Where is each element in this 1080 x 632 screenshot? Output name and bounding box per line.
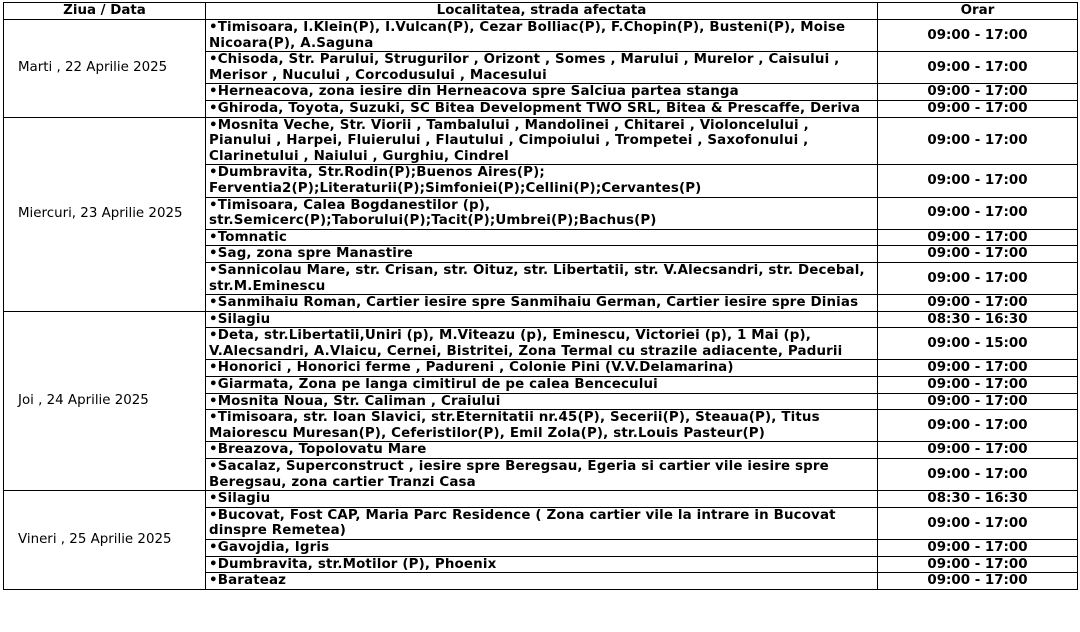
header-location: Localitatea, strada afectata	[206, 3, 878, 20]
time-cell: 08:30 - 16:30	[878, 311, 1078, 328]
day-cell: Marti , 22 Aprilie 2025	[4, 20, 206, 118]
location-cell: •Silagiu	[206, 491, 878, 508]
location-cell: •Deta, str.Libertatii,Uniri (p), M.Viteazu (p), Eminescu, Victoriei (p), 1 Mai (p), V.Alecsandri, A.Vlaicu, Cernei, Bistritei, Zona Termal cu strazile adiacente, Padurii	[206, 328, 878, 360]
location-cell: •Tomnatic	[206, 229, 878, 246]
location-cell: •Dumbravita, Str.Rodin(P);Buenos Aires(P); Ferventia2(P);Literaturii(P);Simfoniei(P);Cellini(P);Cervantes(P)	[206, 165, 878, 197]
location-cell: •Silagiu	[206, 311, 878, 328]
time-cell: 09:00 - 17:00	[878, 52, 1078, 84]
header-day: Ziua / Data	[4, 3, 206, 20]
day-cell: Joi , 24 Aprilie 2025	[4, 311, 206, 491]
table-row	[4, 20, 1078, 52]
location-cell: •Gavojdia, Igris	[206, 540, 878, 557]
time-cell: 09:00 - 17:00	[878, 459, 1078, 491]
table-header-row	[4, 3, 1078, 20]
location-cell: •Timisoara, str. Ioan Slavici, str.Eternitatii nr.45(P), Secerii(P), Steaua(P), Titus Maiorescu Muresan(P), Ceferistilor(P), Emil Zola(P), str.Louis Pasteur(P)	[206, 410, 878, 442]
time-cell: 09:00 - 17:00	[878, 410, 1078, 442]
time-cell: 09:00 - 17:00	[878, 100, 1078, 117]
time-cell: 09:00 - 17:00	[878, 556, 1078, 573]
time-cell: 09:00 - 17:00	[878, 84, 1078, 101]
time-cell: 08:30 - 16:30	[878, 491, 1078, 508]
time-cell: 09:00 - 17:00	[878, 117, 1078, 165]
location-cell: •Sag, zona spre Manastire	[206, 246, 878, 263]
time-cell: 09:00 - 17:00	[878, 246, 1078, 263]
location-cell: •Sacalaz, Superconstruct , iesire spre Beregsau, Egeria si cartier vile iesire spre Beregsau, zona cartier Tranzi Casa	[206, 459, 878, 491]
time-cell: 09:00 - 15:00	[878, 328, 1078, 360]
location-cell: •Mosnita Noua, Str. Caliman , Craiului	[206, 393, 878, 410]
location-cell: •Herneacova, zona iesire din Herneacova spre Salciua partea stanga	[206, 84, 878, 101]
location-cell: •Bucovat, Fost CAP, Maria Parc Residence ( Zona cartier vile la intrare in Bucovat dinspre Remetea)	[206, 507, 878, 539]
time-cell: 09:00 - 17:00	[878, 377, 1078, 394]
time-cell: 09:00 - 17:00	[878, 295, 1078, 312]
time-cell: 09:00 - 17:00	[878, 442, 1078, 459]
time-cell: 09:00 - 17:00	[878, 262, 1078, 294]
time-cell: 09:00 - 17:00	[878, 393, 1078, 410]
location-cell: •Timisoara, Calea Bogdanestilor (p), str.Semicerc(P);Taborului(P);Tacit(P);Umbrei(P);Bachus(P)	[206, 197, 878, 229]
day-cell: Vineri , 25 Aprilie 2025	[4, 491, 206, 590]
location-cell: •Giarmata, Zona pe langa cimitirul de pe calea Bencecului	[206, 377, 878, 394]
location-cell: •Mosnita Veche, Str. Viorii , Tambalului , Mandolinei , Chitarei , Violoncelului , Pianului , Harpei, Fluierului , Flautului , Cimpoiului , Trompetei , Saxofonului , Clarinetului , Naiului , Gurghiu, Cindrel	[206, 117, 878, 165]
time-cell: 09:00 - 17:00	[878, 360, 1078, 377]
location-cell: •Honorici , Honorici ferme , Padureni , Colonie Pini (V.V.Delamarina)	[206, 360, 878, 377]
time-cell: 09:00 - 17:00	[878, 540, 1078, 557]
time-cell: 09:00 - 17:00	[878, 197, 1078, 229]
location-cell: •Timisoara, I.Klein(P), I.Vulcan(P), Cezar Bolliac(P), F.Chopin(P), Busteni(P), Moise Nicoara(P), A.Saguna	[206, 20, 878, 52]
time-cell: 09:00 - 17:00	[878, 165, 1078, 197]
time-cell: 09:00 - 17:00	[878, 229, 1078, 246]
location-cell: •Sannicolau Mare, str. Crisan, str. Oituz, str. Libertatii, str. V.Alecsandri, str. Decebal, str.M.Eminescu	[206, 262, 878, 294]
day-cell: Miercuri, 23 Aprilie 2025	[4, 117, 206, 311]
location-cell: •Sanmihaiu Roman, Cartier iesire spre Sanmihaiu German, Cartier iesire spre Dinias	[206, 295, 878, 312]
location-cell: •Chisoda, Str. Parului, Strugurilor , Orizont , Somes , Marului , Murelor , Caisului , Merisor , Nucului , Corcodusului , Macesului	[206, 52, 878, 84]
table-row	[4, 491, 1078, 508]
location-cell: •Ghiroda, Toyota, Suzuki, SC Bitea Development TWO SRL, Bitea & Prescaffe, Deriva	[206, 100, 878, 117]
header-time: Orar	[878, 3, 1078, 20]
outage-schedule-table	[3, 2, 1078, 590]
table-row	[4, 311, 1078, 328]
time-cell: 09:00 - 17:00	[878, 507, 1078, 539]
time-cell: 09:00 - 17:00	[878, 573, 1078, 590]
table-row	[4, 117, 1078, 165]
location-cell: •Dumbravita, str.Motilor (P), Phoenix	[206, 556, 878, 573]
time-cell: 09:00 - 17:00	[878, 20, 1078, 52]
location-cell: •Barateaz	[206, 573, 878, 590]
location-cell: •Breazova, Topolovatu Mare	[206, 442, 878, 459]
